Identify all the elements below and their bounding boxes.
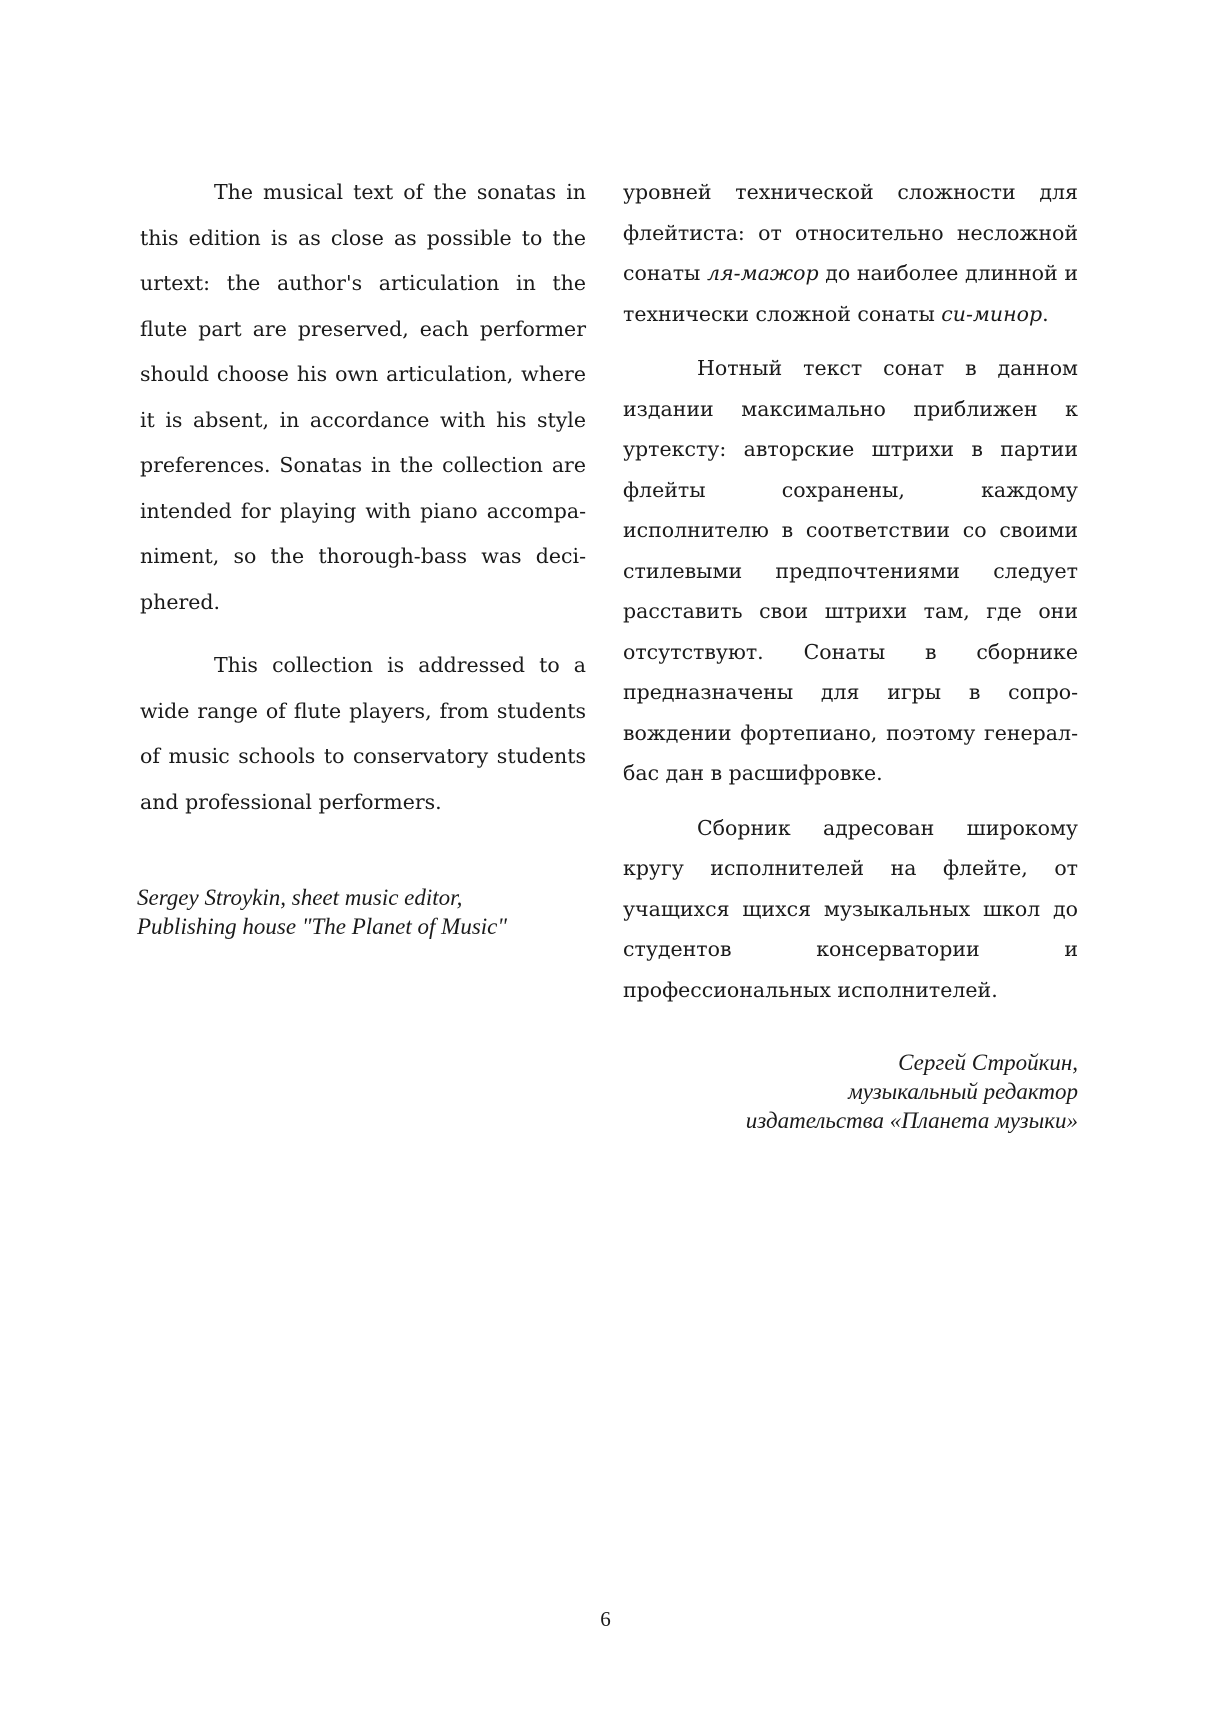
- russian-signature-line-1: Сергей Стройкин,: [898, 1050, 1078, 1075]
- key-a-major: ля-мажор: [707, 261, 819, 285]
- russian-paragraph-2: Нотный текст сонат в данном издании максимально приближен к уртексту: авторские штрихи в партии флейты сохранены, каждому исполнителю в соответствии со своими стилевыми предпочтениями следует расставить свои штрихи там, где они отсутствуют. Сонаты в сборнике предназначены для игры в сопровождении фортепиано, поэтому генералбас дан в расшифровке.: [623, 356, 1078, 785]
- russian-signature-line-3: издательства «Планета музыки»: [745, 1108, 1078, 1133]
- russian-signature: [623, 1048, 1078, 1135]
- english-signature-line-2: Publishing house "The Planet of Music": [137, 914, 508, 939]
- russian-column: [623, 172, 1078, 1135]
- english-signature: [137, 883, 586, 941]
- russian-paragraph-1-text-c: .: [1042, 301, 1049, 326]
- english-column: [137, 170, 586, 941]
- russian-paragraph-1-text-b: до наиболее длинной и технически сложной сонаты: [623, 261, 1078, 326]
- russian-paragraph-3: Сборник адресован широкому кругу исполнителей на флейте, от учащихся щихся музыкальных школ до студентов консерватории и профессиональных исполнителей.: [623, 815, 1078, 1002]
- english-signature-line-1: Sergey Stroykin, sheet music editor,: [137, 885, 463, 910]
- page-number: 6: [600, 1607, 611, 1631]
- russian-paragraph-1: [623, 172, 1078, 334]
- russian-paragraph-1-text-a: уровней технической сложности для флейтиста: от относительно несложной сонаты: [623, 180, 1078, 285]
- english-paragraph-1: The musical text of the sonatas in this edition is as close as possible to the urtext: the author's articulation in the flute part are preserved, each performer should choose his own articulation, where it is absent, in accordance with his style preferences. Sonatas in the collection are intended for playing with piano accompaniment, so the thorough-bass was deciphered.: [140, 180, 586, 614]
- key-b-minor: си-минор: [941, 301, 1043, 326]
- english-paragraph-2: This collection is addressed to a wide range of flute players, from students of music schools to conservatory students and professional performers.: [140, 653, 586, 814]
- russian-signature-line-2: музыкальный редактор: [848, 1079, 1078, 1104]
